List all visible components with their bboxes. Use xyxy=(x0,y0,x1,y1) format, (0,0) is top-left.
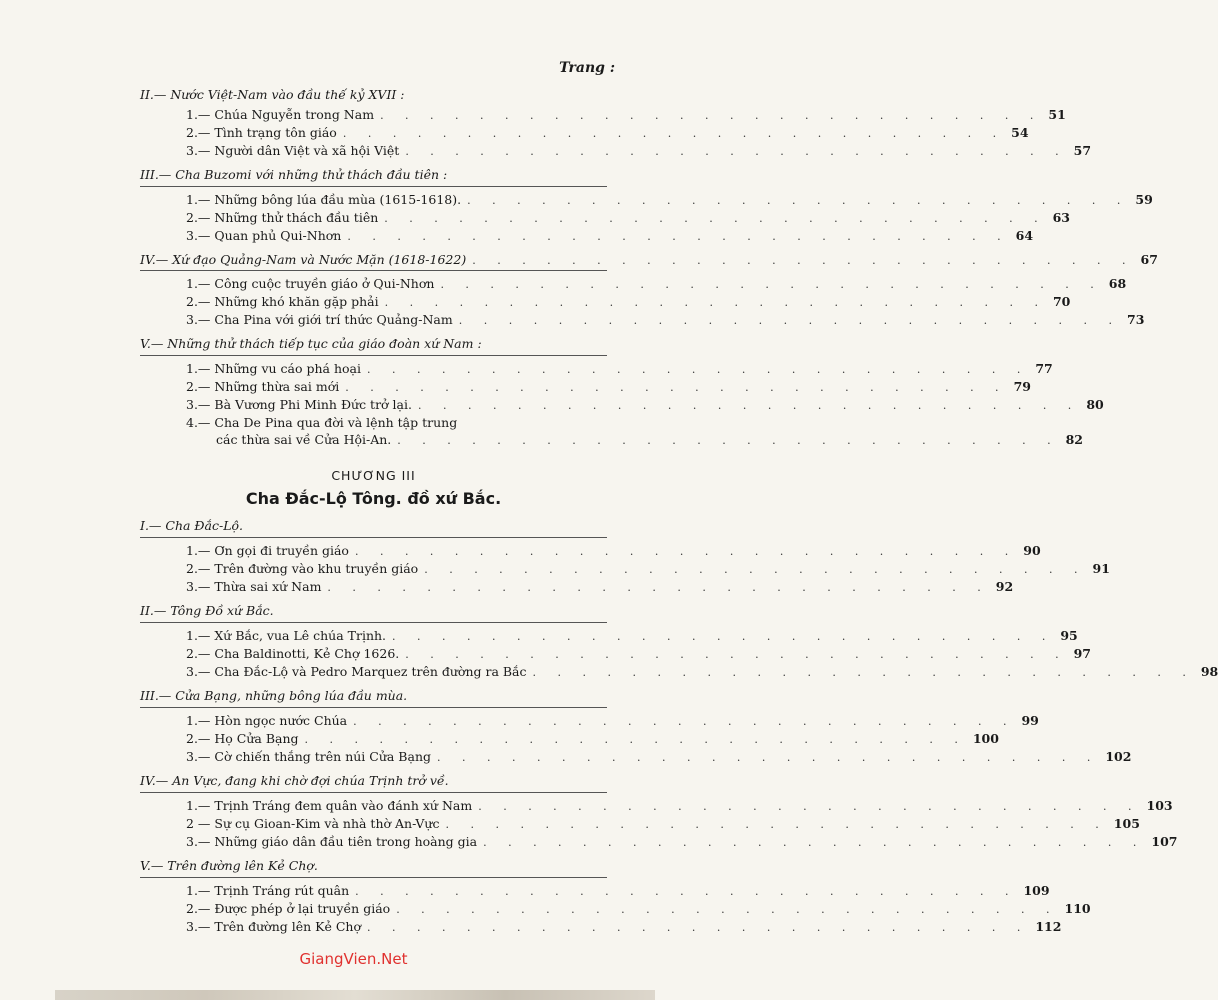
page-number: 57 xyxy=(1073,143,1092,158)
toc-entry[interactable]: 2.— Họ Cửa Bạng . . . . . . . . . . . . . . . . . . . . . . . . . . . 100 xyxy=(186,731,999,746)
toc-entry[interactable]: 2 — Sự cụ Gioan-Kim và nhà thờ An-Vực . . . . . . . . . . . . . . . . . . . . . . . . . . . 105 xyxy=(186,816,1140,831)
page-number: 110 xyxy=(1064,901,1091,916)
page-number: 70 xyxy=(1052,294,1071,309)
toc-entry[interactable]: 2.— Trên đường vào khu truyền giáo . . . . . . . . . . . . . . . . . . . . . . . . . . . 91 xyxy=(186,561,1110,576)
divider xyxy=(140,355,607,356)
chapter-number: CHƯƠNG III xyxy=(331,468,416,483)
section-heading: I.— Cha Đắc-Lộ. xyxy=(140,518,243,533)
watermark: GiangVien.Net xyxy=(299,950,408,968)
table-of-contents xyxy=(140,86,1218,936)
page-number: 67 xyxy=(1140,252,1158,267)
section-heading: II.— Nước Việt-Nam vào đầu thế kỷ XVII : xyxy=(140,87,405,102)
scan-edge xyxy=(55,990,655,1000)
page-number: 98 xyxy=(1200,664,1218,679)
toc-entry[interactable]: 3.— Người dân Việt và xã hội Việt . . . . . . . . . . . . . . . . . . . . . . . . . . . 57 xyxy=(186,143,1092,158)
toc-entry[interactable]: 3.— Những giáo dân đầu tiên trong hoàng gia . . . . . . . . . . . . . . . . . . . . . . . . . . . 107 xyxy=(186,834,1178,849)
page-number: 112 xyxy=(1035,919,1062,934)
page-number: 59 xyxy=(1135,192,1153,207)
page-number: 109 xyxy=(1023,883,1050,898)
toc-entry[interactable]: 3.— Quan phủ Qui-Nhơn . . . . . . . . . . . . . . . . . . . . . . . . . . . 64 xyxy=(186,228,1034,243)
page-number: 51 xyxy=(1048,107,1066,122)
page-number: 63 xyxy=(1052,210,1071,225)
page-number: 105 xyxy=(1113,816,1140,831)
page-number: 103 xyxy=(1146,798,1173,813)
toc-entry[interactable]: 1.— Trịnh Tráng đem quân vào đánh xứ Nam . . . . . . . . . . . . . . . . . . . . . . . . . . . 103 xyxy=(186,798,1173,813)
page-number: 64 xyxy=(1015,228,1034,243)
toc-entry[interactable]: 3.— Thừa sai xứ Nam . . . . . . . . . . . . . . . . . . . . . . . . . . . 92 xyxy=(186,579,1014,594)
page-number: 79 xyxy=(1013,379,1031,394)
toc-entry[interactable]: 3.— Trên đường lên Kẻ Chợ . . . . . . . . . . . . . . . . . . . . . . . . . . . 112 xyxy=(186,919,1062,934)
toc-entry[interactable]: 3.— Cờ chiến thắng trên núi Cửa Bạng . . . . . . . . . . . . . . . . . . . . . . . . . . . 102 xyxy=(186,749,1132,764)
page-number: 90 xyxy=(1023,543,1041,558)
divider xyxy=(140,877,607,878)
toc-entry[interactable]: 2.— Những thừa sai mới . . . . . . . . . . . . . . . . . . . . . . . . . . . 79 xyxy=(186,379,1031,394)
page-number: 92 xyxy=(995,579,1014,594)
toc-entry[interactable]: 2.— Được phép ở lại truyền giáo . . . . . . . . . . . . . . . . . . . . . . . . . . . 110 xyxy=(186,901,1091,916)
page-number: 107 xyxy=(1151,834,1178,849)
section-heading: V.— Trên đường lên Kẻ Chợ. xyxy=(140,858,318,873)
divider xyxy=(140,537,607,538)
page-number: 97 xyxy=(1073,646,1091,661)
section-heading: III.— Cửa Bạng, những bông lúa đầu mùa. xyxy=(140,688,408,703)
section-heading: IV.— An Vực, đang khi chờ đợi chúa Trịnh trở về. xyxy=(140,773,449,788)
toc-entry[interactable]: 1.— Ơn gọi đi truyền giáo . . . . . . . . . . . . . . . . . . . . . . . . . . . 90 xyxy=(186,543,1041,558)
section-entry[interactable]: IV.— Xứ đạo Quảng-Nam và Nước Mặn (1618-1622) . . . . . . . . . . . . . . . . . . . . . . . . . . . 67 xyxy=(140,252,1158,267)
toc-entry[interactable]: 2.— Những thử thách đầu tiên . . . . . . . . . . . . . . . . . . . . . . . . . . . 63 xyxy=(186,210,1071,225)
toc-entry-multiline-first[interactable]: 4.— Cha De Pina qua đời và lệnh tập trung xyxy=(186,415,458,430)
toc-entry[interactable]: 1.— Công cuộc truyền giáo ở Qui-Nhơn . . . . . . . . . . . . . . . . . . . . . . . . . . . 68 xyxy=(186,276,1127,291)
page-number: 99 xyxy=(1021,713,1039,728)
page-number: 91 xyxy=(1092,561,1110,576)
page-number: 102 xyxy=(1105,749,1132,764)
toc-entry[interactable]: 2.— Những khó khăn gặp phải . . . . . . . . . . . . . . . . . . . . . . . . . . . 70 xyxy=(186,294,1071,309)
toc-entry-multiline-cont[interactable]: các thừa sai về Cửa Hội-An. . . . . . . . . . . . . . . . . . . . . . . . . . . . 82 xyxy=(216,432,1084,447)
section-heading: III.— Cha Buzomi với những thử thách đầu tiên : xyxy=(140,167,448,182)
chapter-title: Cha Đắc-Lộ Tông. đồ xứ Bắc. xyxy=(245,489,502,508)
page-number: 95 xyxy=(1060,628,1078,643)
toc-entry[interactable]: 1.— Những bông lúa đầu mùa (1615-1618). . . . . . . . . . . . . . . . . . . . . . . . . . . . 59 xyxy=(186,192,1153,207)
toc-entry[interactable]: 1.— Chúa Nguyễn trong Nam . . . . . . . . . . . . . . . . . . . . . . . . . . . 51 xyxy=(186,107,1066,122)
divider xyxy=(140,622,607,623)
toc-entry[interactable]: 3.— Bà Vương Phi Minh Đức trở lại. . . . . . . . . . . . . . . . . . . . . . . . . . . . 80 xyxy=(186,397,1104,412)
page-number: 68 xyxy=(1108,276,1127,291)
toc-entry[interactable]: 2.— Tình trạng tôn giáo . . . . . . . . . . . . . . . . . . . . . . . . . . . 54 xyxy=(186,125,1029,140)
section-heading: V.— Những thử thách tiếp tục của giáo đoàn xứ Nam : xyxy=(140,336,482,351)
page-number: 82 xyxy=(1065,432,1084,447)
page-number: 100 xyxy=(972,731,999,746)
page-number: 73 xyxy=(1127,312,1145,327)
divider xyxy=(140,270,607,271)
divider xyxy=(140,707,607,708)
toc-entry[interactable]: 1.— Trịnh Tráng rút quân . . . . . . . . . . . . . . . . . . . . . . . . . . . 109 xyxy=(186,883,1050,898)
page-column-heading: Trang : xyxy=(559,60,615,76)
toc-entry[interactable]: 3.— Cha Pina với giới trí thức Quảng-Nam . . . . . . . . . . . . . . . . . . . . . . . . . . . 73 xyxy=(186,312,1145,327)
divider xyxy=(140,186,607,187)
toc-entry[interactable]: 1.— Hòn ngọc nước Chúa . . . . . . . . . . . . . . . . . . . . . . . . . . . 99 xyxy=(186,713,1039,728)
toc-entry[interactable]: 1.— Xứ Bắc, vua Lê chúa Trịnh. . . . . . . . . . . . . . . . . . . . . . . . . . . . 95 xyxy=(186,628,1078,643)
toc-entry[interactable]: 1.— Những vu cáo phá hoại . . . . . . . . . . . . . . . . . . . . . . . . . . . 77 xyxy=(186,361,1053,376)
page-number: 80 xyxy=(1086,397,1104,412)
divider xyxy=(140,792,607,793)
section-heading: II.— Tông Đồ xứ Bắc. xyxy=(140,603,274,618)
toc-entry[interactable]: 3.— Cha Đắc-Lộ và Pedro Marquez trên đường ra Bắc . . . . . . . . . . . . . . . . . . . . . . . . . . . 98 xyxy=(186,664,1218,679)
toc-entry[interactable]: 2.— Cha Baldinotti, Kẻ Chợ 1626. . . . . . . . . . . . . . . . . . . . . . . . . . . . 97 xyxy=(186,646,1091,661)
page-number: 77 xyxy=(1035,361,1053,376)
page-number: 54 xyxy=(1011,125,1029,140)
